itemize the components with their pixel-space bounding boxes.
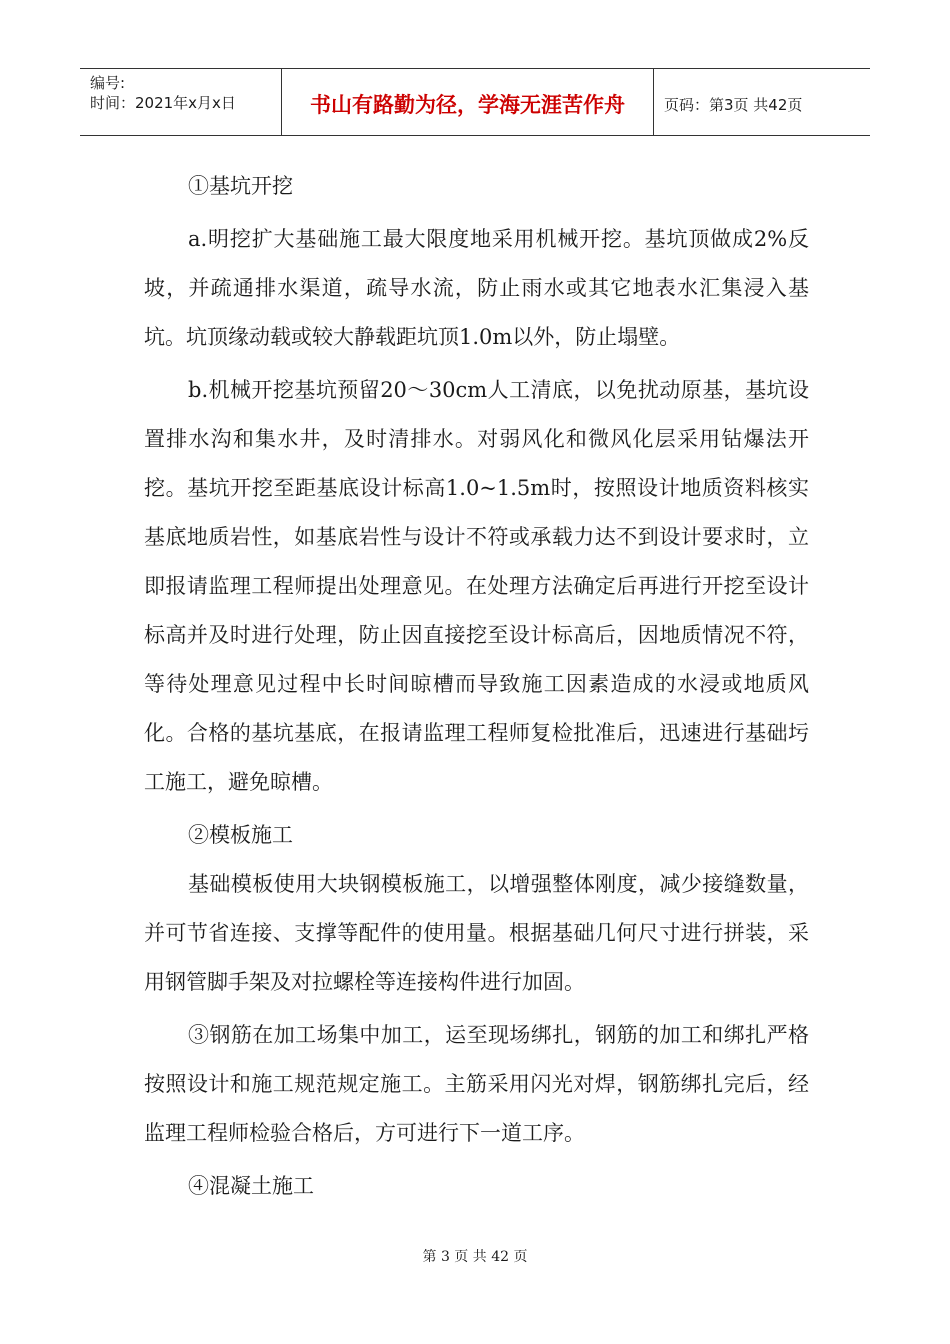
document-body — [144, 162, 809, 1211]
body-paragraph: a.明挖扩大基础施工最大限度地采用机械开挖。基坑顶做成2%反坡，并疏通排水渠道，疏导水流，防止雨水或其它地表水汇集浸入基坑。坑顶缘动载或较大静载距坑顶1.0m以外，防止塌壁。 — [144, 227, 809, 349]
document-number-label: 编号: — [90, 74, 126, 92]
header-page-indicator: 页码：第3页 共42页 — [664, 95, 803, 114]
section-heading-excavation: ①基坑开挖 — [188, 174, 293, 198]
document-date-label: 时间：2021年x月x日 — [90, 94, 236, 112]
header-meta — [80, 69, 282, 135]
body-paragraph: ③钢筋在加工场集中加工，运至现场绑扎，钢筋的加工和绑扎严格按照设计和施工规范规定施工。主筋采用闪光对焊，钢筋绑扎完后，经监理工程师检验合格后，方可进行下一道工序。 — [144, 1023, 809, 1145]
section-heading-concrete: ④混凝土施工 — [188, 1174, 314, 1198]
page-footer: 第 3 页 共 42 页 — [422, 1249, 528, 1265]
header-motto: 书山有路勤为径，学海无涯苦作舟 — [282, 69, 654, 135]
section-heading-formwork: ②模板施工 — [188, 823, 293, 847]
body-paragraph: b.机械开挖基坑预留20～30cm人工清底，以免扰动原基，基坑设置排水沟和集水井，及时清排水。对弱风化和微风化层采用钻爆法开挖。基坑开挖至距基底设计标高1.0~1.5m时，按照设计地质资料核实基底地质岩性，如基底岩性与设计不符或承载力达不到设计要求时，立即报请监理工程师提出处理意见。在处理方法确定后再进行开挖至设计标高并及时进行处理，防止因直接挖至设计标高后，因地质情况不符，等待处理意见过程中长时间晾槽而导致施工因素造成的水浸或地质风化。合格的基坑基底，在报请监理工程师复检批准后，迅速进行基础圬工施工，避免晾槽。 — [144, 378, 809, 794]
page-header — [80, 68, 870, 136]
body-paragraph: 基础模板使用大块钢模板施工，以增强整体刚度，减少接缝数量，并可节省连接、支撑等配件的使用量。根据基础几何尺寸进行拼装，采用钢管脚手架及对拉螺栓等连接构件进行加固。 — [144, 872, 809, 994]
